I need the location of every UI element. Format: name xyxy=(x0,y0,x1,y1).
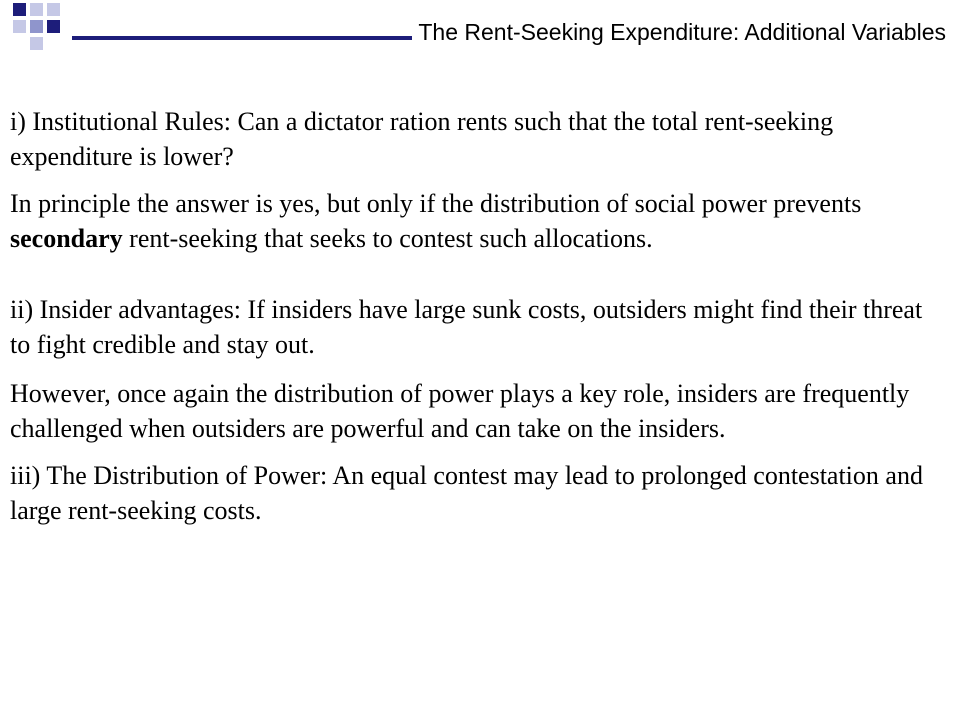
paragraph-text: rent-seeking that seeks to contest such allocations. xyxy=(122,224,653,253)
paragraph-institutional-rules: i) Institutional Rules: Can a dictator ration rents such that the total rent-seeking expenditure is lower? xyxy=(10,107,834,171)
paragraph-distribution-of-power: iii) The Distribution of Power: An equal contest may lead to prolonged contestation and large rent-seeking costs. xyxy=(10,461,923,525)
slide-title: The Rent-Seeking Expenditure: Additional Variables xyxy=(412,18,946,46)
bold-term-secondary: secondary xyxy=(10,224,123,253)
paragraph-in-principle xyxy=(10,186,930,256)
paragraph-however: However, once again the distribution of power plays a key role, insiders are frequently challenged when outsiders are powerful and can take on the insiders. xyxy=(10,379,910,443)
paragraph-text: In principle the answer is yes, but only if the distribution of social power prevents xyxy=(10,189,862,218)
slide-body xyxy=(10,104,930,528)
blue-squares-logo-icon xyxy=(0,0,80,50)
paragraph-insider-advantages: ii) Insider advantages: If insiders have large sunk costs, outsiders might find their threat to fight credible and stay out. xyxy=(10,295,923,359)
